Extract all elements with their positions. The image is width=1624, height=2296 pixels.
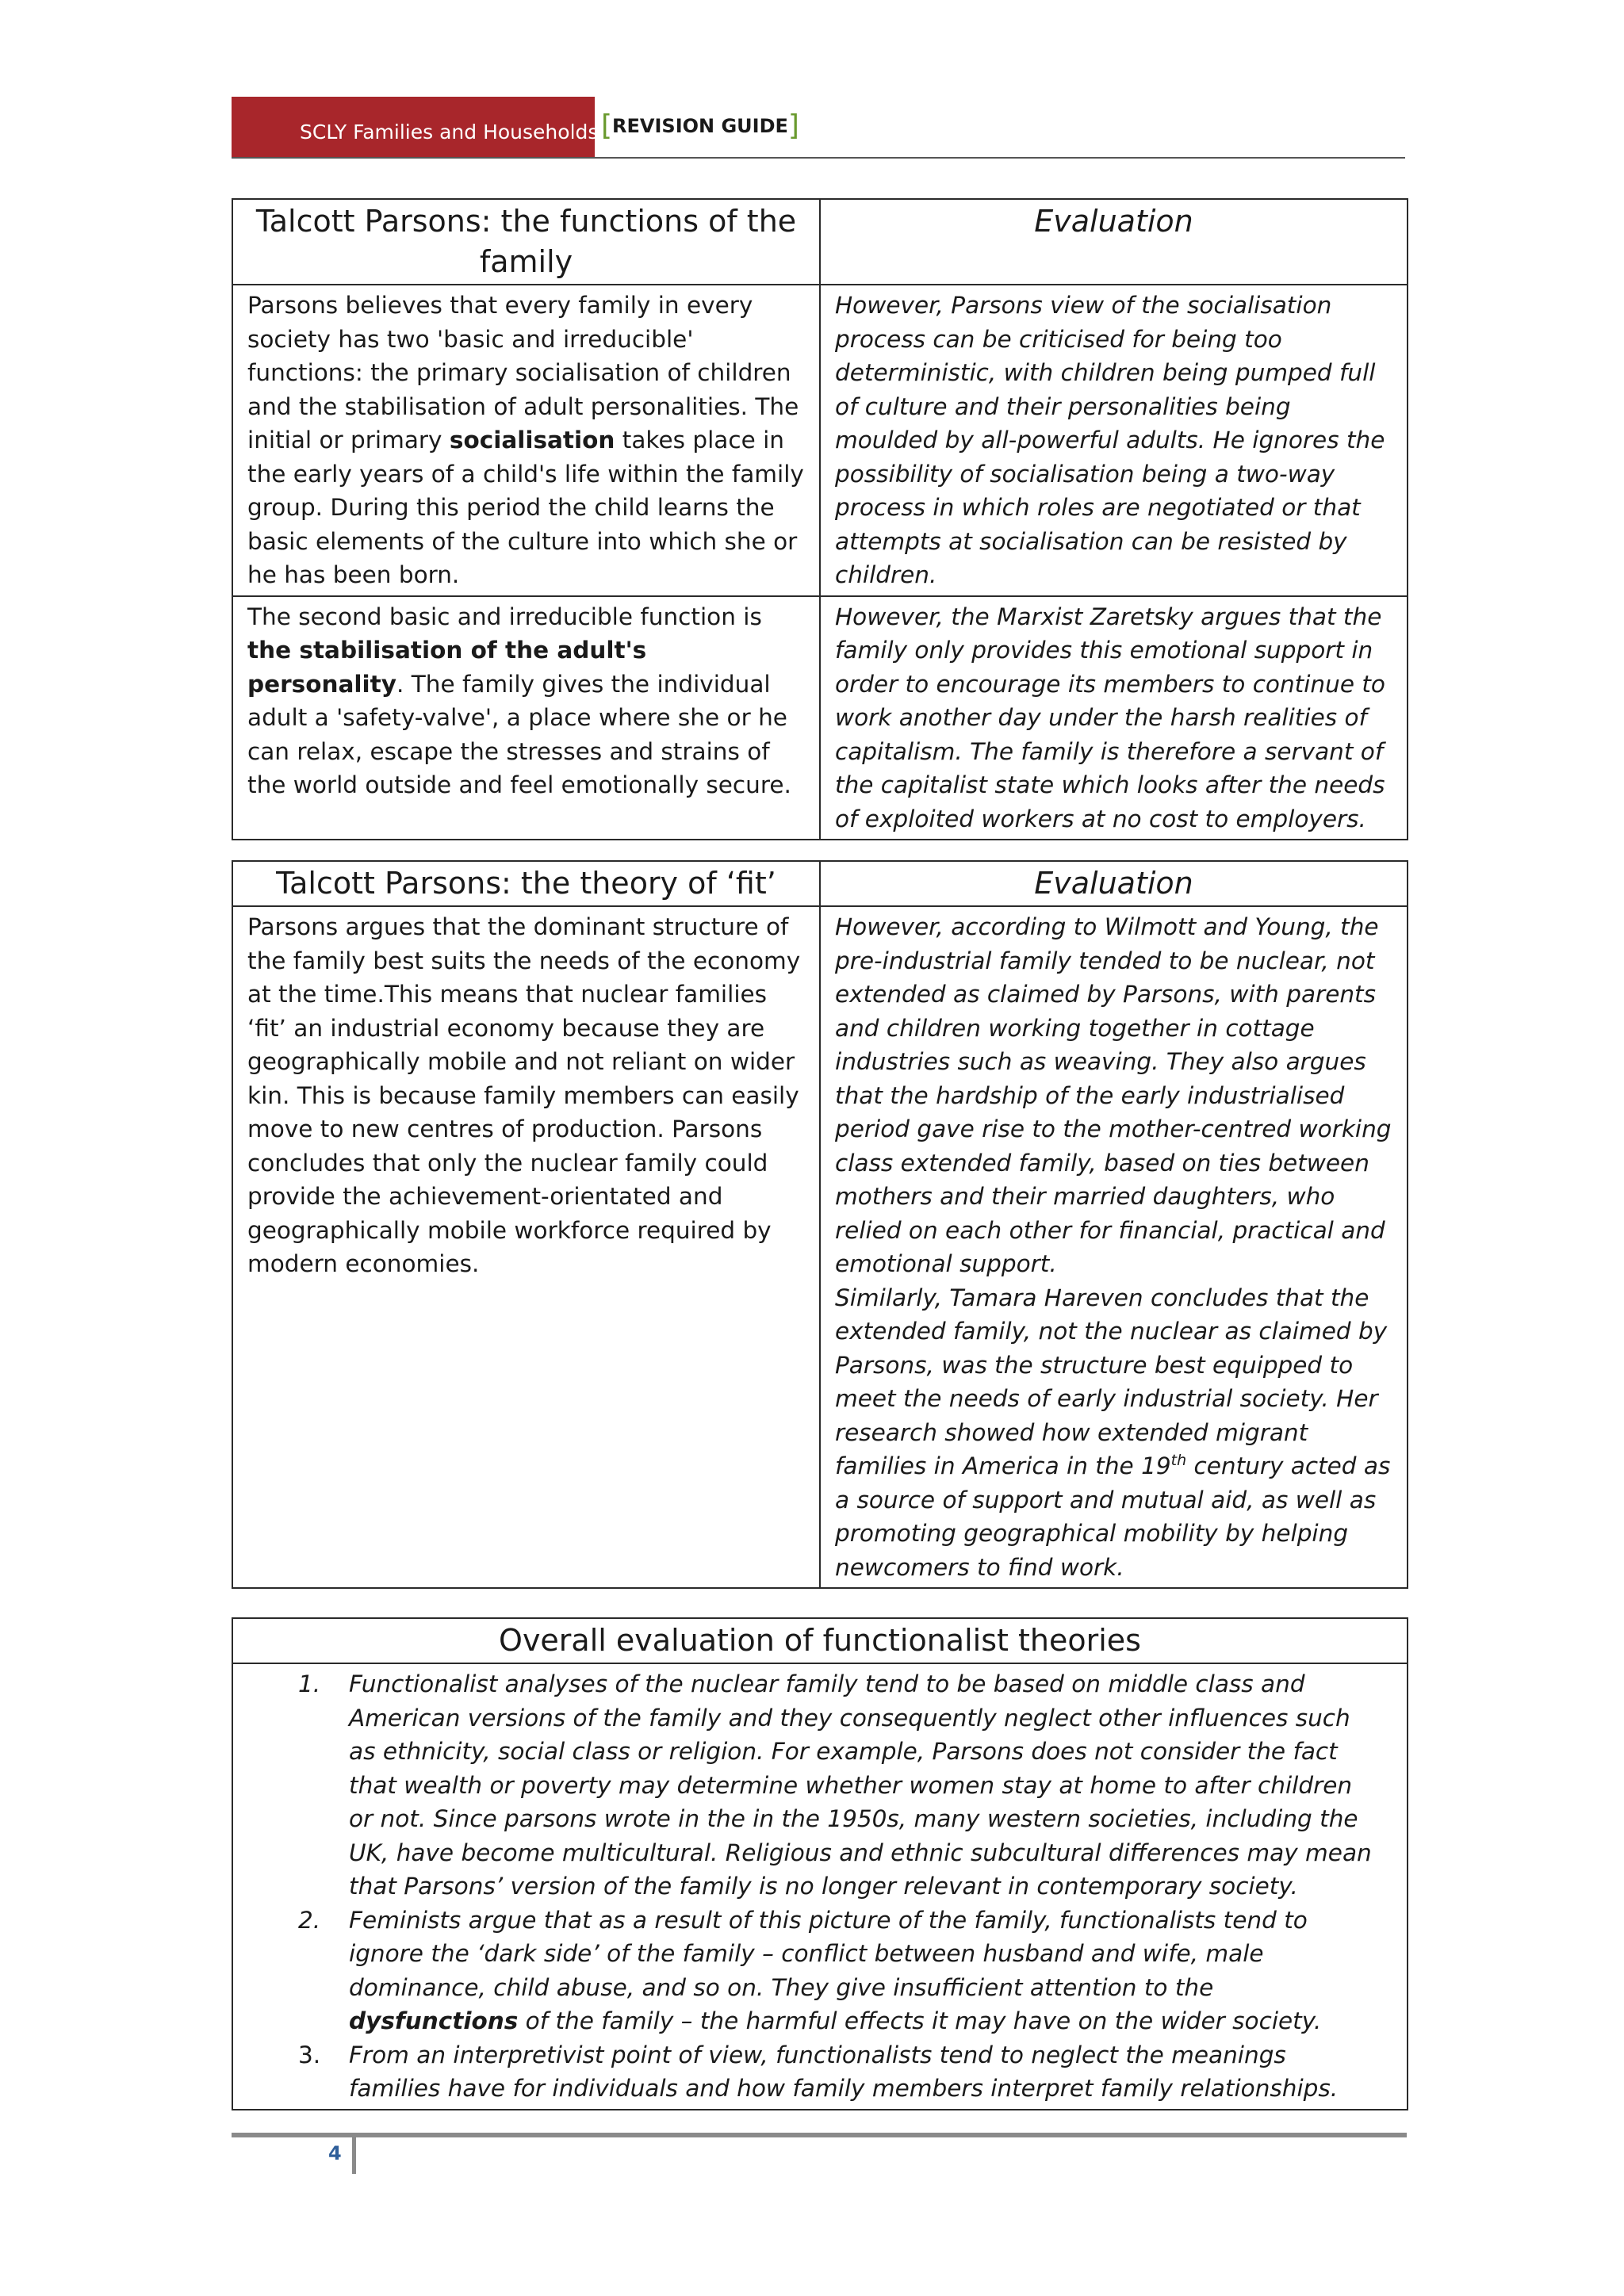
list-text: Feminists argue that as a result of this picture of the family, functionalists tend to ignore the ‘dark side’ of the family – conflict between husband and wife, male dominance, child abuse, and so on. They give insufficient attention to the [349,1906,1308,2001]
header-guide-label [601,109,799,142]
functions-table [232,198,1408,840]
bracket-open: [ [601,109,613,142]
functions-row2-evaluation: However, the Marxist Zaretsky argues that the family only provides this emotional support in order to encourage its members to continue to work another day under the harsh realities of capitalism. The family is therefore a servant of the capitalist state which looks after the needs of exploited workers at no cost to employers. [820,596,1408,840]
superscript: th [1170,1452,1187,1470]
list-text: of the family – the harmful effects it may have on the wider society. [518,2007,1322,2034]
page-number: 4 [328,2142,342,2164]
list-text: Functionalist analyses of the nuclear family tend to be based on middle class and American versions of the family and they consequently neglect other influences such as ethnicity, social class or religion. For example, Parsons does not consider the fact that wealth or poverty may determine whether women stay at home to after children or not. Since parsons wrote in the in the 1950s, many western societies, including the UK, have become multicultural. Religious and ethnic subcultural differences may mean that Parsons’ version of the family is no longer relevant in contemporary society. [349,1670,1372,1900]
text-segment: The second basic and irreducible function is [247,603,762,630]
functions-row1-evaluation: However, Parsons view of the socialisation process can be criticised for being too deterministic, with children being pumped full of culture and their personalities being moulded by all-powerful adults. He ignores the possibility of socialisation being a two-way process in which roles are negotiated or that attempts at socialisation can be resisted by children. [820,285,1408,596]
list-number: 2. [298,1906,321,1934]
text-segment: Similarly, Tamara Hareven concludes that the extended family, not the nuclear as claimed by Parsons, was the structure best equipped to meet the needs of early industrial society. Her research showed how extended migrant families in America in the 19 [835,1284,1388,1479]
list-number: 1. [298,1670,321,1697]
text-segment: Parsons believes that every family in every society has two 'basic and irreducible' functions: the primary socialisation of children and the stabilisation of adult personalities. The initial or primary [247,292,799,453]
footer-rule [232,2133,1407,2137]
functions-row1-claim [232,285,820,596]
bold-term: dysfunctions [349,2007,519,2034]
theory-of-fit-table [232,860,1408,1589]
fit-evaluation-para-1: However, according to Wilmott and Young, the pre-industrial family tended to be nuclear, not extended as claimed by Parsons, with parents and children working together in cottage industries such as weaving. They also argues that the hardship of the early industrialised period gave rise to the mother-centred working class extended family, based on ties between mothers and their married daughters, who relied on each other for financial, practical and emotional support. [835,913,1392,1277]
list-number: 3. [298,2041,321,2068]
bold-term: the stabilisation of the adult's personality [247,637,647,698]
bracket-close: ] [787,109,799,142]
list-text: From an interpretivist point of view, functionalists tend to neglect the meanings families have for individuals and how family members interpret family relationships. [349,2041,1339,2102]
fit-claim: Parsons argues that the dominant structure of the family best suits the needs of the economy at the time.This means that nuclear families ‘fit’ an industrial economy because they are geographically mobile and not reliant on wider kin. This is because family members can easily move to new centres of production. Parsons concludes that only the nuclear family could provide the achievement-orientated and geographically mobile workforce required by modern economies. [232,906,820,1588]
fit-evaluation-heading: Evaluation [820,861,1408,906]
text-segment: century acted as a source of support and mutual aid, as well as promoting geographical mobility by helping newcomers to find work. [835,1452,1391,1581]
bold-term: socialisation [449,427,615,453]
fit-evaluation-para-2 [835,1281,1392,1585]
overall-heading: Overall evaluation of functionalist theories [232,1618,1408,1663]
header-title: SCLY Families and Households [300,121,599,144]
list-item [247,2038,1383,2106]
fit-heading: Talcott Parsons: the theory of ‘fit’ [232,861,820,906]
text-segment: . The family gives the individual adult a 'safety-valve', a place where she or he can relax, escape the stresses and strains of the world outside and feel emotionally secure. [247,670,791,798]
overall-list [247,1667,1383,2106]
overall-list-cell [232,1663,1408,2110]
functions-heading: Talcott Parsons: the functions of the family [232,199,820,285]
overall-evaluation-table [232,1617,1408,2110]
footer-tick [352,2136,356,2174]
fit-evaluation [820,906,1408,1588]
revision-guide-label: REVISION GUIDE [612,115,788,137]
functions-evaluation-heading: Evaluation [820,199,1408,285]
header-rule [232,157,1405,159]
list-item [247,1904,1383,2038]
text-segment: takes place in the early years of a child's life within the family group. During this period the child learns the basic elements of the culture into which she or he has been born. [247,427,804,588]
functions-row2-claim [232,596,820,840]
list-item [247,1667,1383,1904]
